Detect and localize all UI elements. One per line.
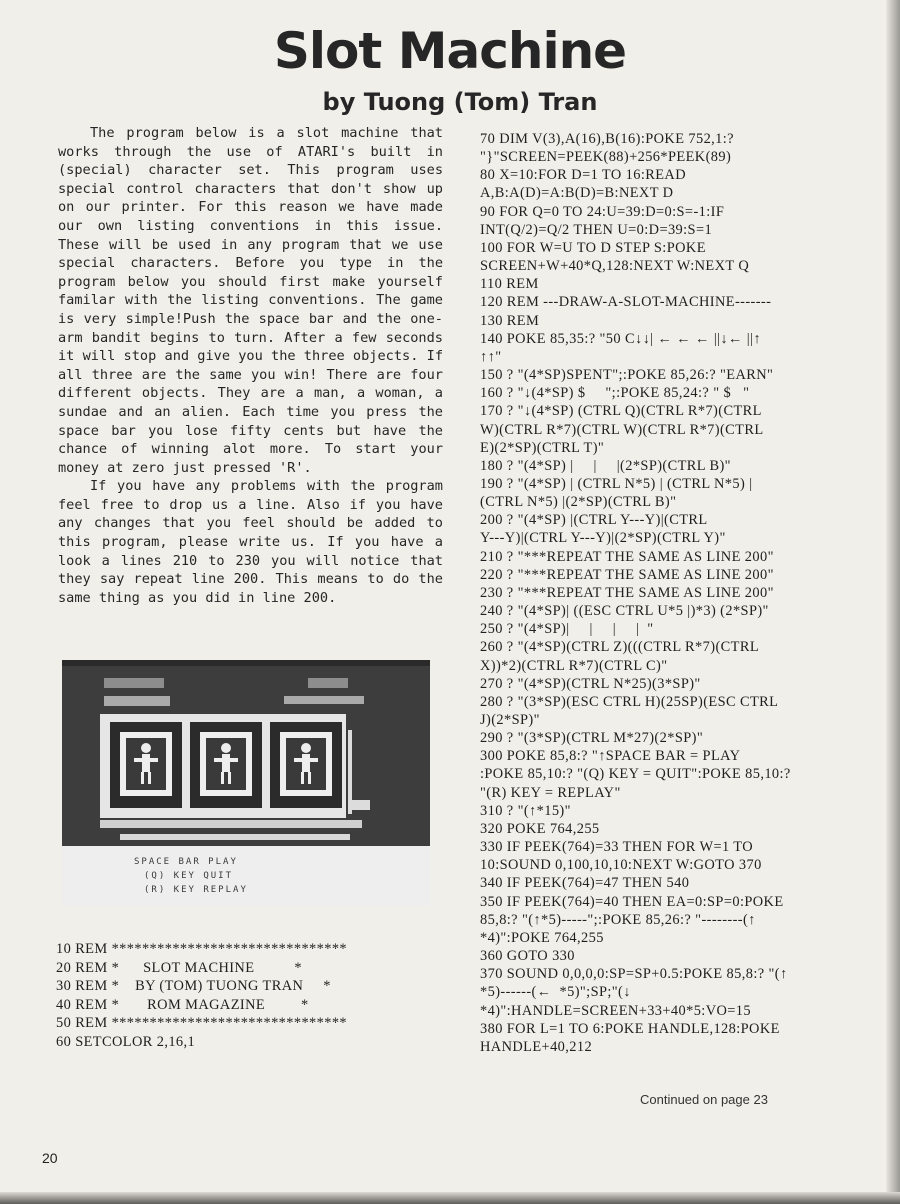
intro-paragraph-1: The program below is a slot machine that works through the use of ATARI's built in (special) character set. This program uses special control characters that don't show up on our printer. For this reason we have made our own listing conventions in this issue. These will be used in any program that we use special characters. Before you type in the program below you should first make yourself familar with the listing conventions. The game is very simple!Push the space bar and the one-arm bandit begins to turn. After a few seconds it will stop and give you the three objects. If all three are the same you win! There are four different objects. They are a man, a woman, a sundae and an alien. Each time you press the space bar you lose fifty cents but have the chance of winning alot more. To start your money at zero just pressed 'R'. [58,125,443,476]
caption-line-3: (R) KEY REPLAY [144,885,248,895]
continued-note: Continued on page 23 [640,1092,768,1107]
reel-middle [190,722,262,808]
code-line: 110 REM [480,276,539,293]
code-line: SCREEN+W+40*Q,128:NEXT W:NEXT Q [480,258,750,275]
code-line: (CTRL N*5) |(2*SP)(CTRL B)" [480,494,677,511]
code-line: 180 ? "(4*SP) | | |(2*SP)(CTRL B)" [480,457,731,474]
code-line: HANDLE+40,212 [480,1038,593,1055]
code-line: A,B:A(D)=A:B(D)=B:NEXT D [480,185,674,202]
code-line: :POKE 85,10:? "(Q) KEY = QUIT":POKE 85,10:? [480,766,791,783]
code-line: 220 ? "***REPEAT THE SAME AS LINE 200" [480,566,774,583]
code-line: *5)------(← *5)";SP;"(↓ [480,984,631,1001]
code-line: ↑↑" [480,348,502,365]
code-line: 10 REM ******************************* [56,941,348,957]
reel-right [270,722,342,808]
code-line: "}"SCREEN=PEEK(88)+256*PEEK(89) [480,149,732,166]
listing-right [480,130,865,1056]
code-line: "(R) KEY = REPLAY" [480,784,621,801]
code-line: W)(CTRL R*7)(CTRL W)(CTRL R*7)(CTRL [480,421,764,438]
code-line: 250 ? "(4*SP)| | | | " [480,621,654,638]
listing-left [56,940,436,1051]
code-line: 360 GOTO 330 [480,948,575,965]
code-line: 50 REM ******************************* [56,1015,348,1031]
code-line: *4)":POKE 764,255 [480,929,604,946]
code-line: 150 ? "(4*SP)SPENT";:POKE 85,26:? "EARN" [480,367,774,384]
code-line: 70 DIM V(3),A(16),B(16):POKE 752,1:? [480,131,734,147]
code-line: 170 ? "↓(4*SP) (CTRL Q)(CTRL R*7)(CTRL [480,403,762,420]
slot-machine-screen-image [62,660,430,906]
code-line: 290 ? "(3*SP)(CTRL M*27)(2*SP)" [480,730,704,747]
code-line: 210 ? "***REPEAT THE SAME AS LINE 200" [480,548,774,565]
code-line: 80 X=10:FOR D=1 TO 16:READ [480,167,687,184]
code-line: 270 ? "(4*SP)(CTRL N*25)(3*SP)" [480,675,701,692]
code-line: 190 ? "(4*SP) | (CTRL N*5) | (CTRL N*5) | [480,475,753,492]
code-line: 370 SOUND 0,0,0,0:SP=SP+0.5:POKE 85,8:? "(↑ [480,966,788,983]
code-line: 340 IF PEEK(764)=47 THEN 540 [480,875,690,892]
code-line: 240 ? "(4*SP)| ((ESC CTRL U*5 |)*3) (2*SP)" [480,603,769,620]
page-number: 20 [42,1150,58,1166]
intro-text [58,124,443,607]
code-line: *4)":HANDLE=SCREEN+33+40*5:VO=15 [480,1002,751,1019]
code-line: 100 FOR W=U TO D STEP S:POKE [480,239,706,256]
code-line: Y---Y)|(CTRL Y---Y)|(2*SP)(CTRL Y)" [480,530,726,547]
code-line: 10:SOUND 0,100,10,10:NEXT W:GOTO 370 [480,857,762,874]
code-line: 380 FOR L=1 TO 6:POKE HANDLE,128:POKE [480,1020,780,1037]
code-line: 350 IF PEEK(764)=40 THEN EA=0:SP=0:POKE [480,893,784,910]
code-line: 320 POKE 764,255 [480,820,600,837]
code-line: INT(Q/2)=Q/2 THEN U=0:D=39:S=1 [480,221,713,238]
code-line: 300 POKE 85,8:? "↑SPACE BAR = PLAY [480,748,741,765]
caption-line-1: SPACE BAR PLAY [134,857,238,867]
caption-line-2: (Q) KEY QUIT [144,871,234,881]
code-line: 85,8:? "(↑*5)-----";:POKE 85,26:? "--------(↑ [480,911,756,928]
code-line: 330 IF PEEK(764)=33 THEN FOR W=1 TO [480,839,754,856]
code-line: 310 ? "(↑*15)" [480,802,571,819]
intro-paragraph-2: If you have any problems with the program feel free to drop us a line. Also if you have any changes that you feel should be added to this program, please write us. If you have a look a lines 210 to 230 you will notice that they say repeat line 200. This means to do the same thing as you did in line 200. [58,478,443,606]
article-byline: by Tuong (Tom) Tran [322,88,598,116]
code-line: 160 ? "↓(4*SP) $ ";:POKE 85,24:? " $ " [480,385,750,402]
code-line: 20 REM * SLOT MACHINE * [56,959,302,976]
code-line: 140 POKE 85,35:? "50 C↓↓| ← ← ← ||↓← ||↑ [480,330,761,347]
code-line: 130 REM [480,312,540,329]
code-line: 280 ? "(3*SP)(ESC CTRL H)(25SP)(ESC CTRL [480,693,779,710]
code-line: 230 ? "***REPEAT THE SAME AS LINE 200" [480,584,774,601]
code-line: 60 SETCOLOR 2,16,1 [56,1033,196,1050]
code-line: 30 REM * BY (TOM) TUONG TRAN * [56,978,331,994]
game-screenshot [62,660,430,906]
code-line: X))*2)(CTRL R*7)(CTRL C)" [480,657,668,674]
code-line: 260 ? "(4*SP)(CTRL Z)(((CTRL R*7)(CTRL [480,639,760,656]
reel-left [110,722,182,808]
code-line: J)(2*SP)" [480,712,540,728]
article-title: Slot Machine [273,22,627,80]
page-bottom-shadow [0,1192,900,1204]
code-line: 120 REM ---DRAW-A-SLOT-MACHINE------- [480,294,772,311]
code-line: 200 ? "(4*SP) |(CTRL Y---Y)|(CTRL [480,512,708,529]
code-line: 40 REM * ROM MAGAZINE * [56,996,309,1013]
code-line: 90 FOR Q=0 TO 24:U=39:D=0:S=-1:IF [480,203,725,220]
code-line: E)(2*SP)(CTRL T)" [480,439,605,456]
page-edge-shadow [886,0,900,1204]
